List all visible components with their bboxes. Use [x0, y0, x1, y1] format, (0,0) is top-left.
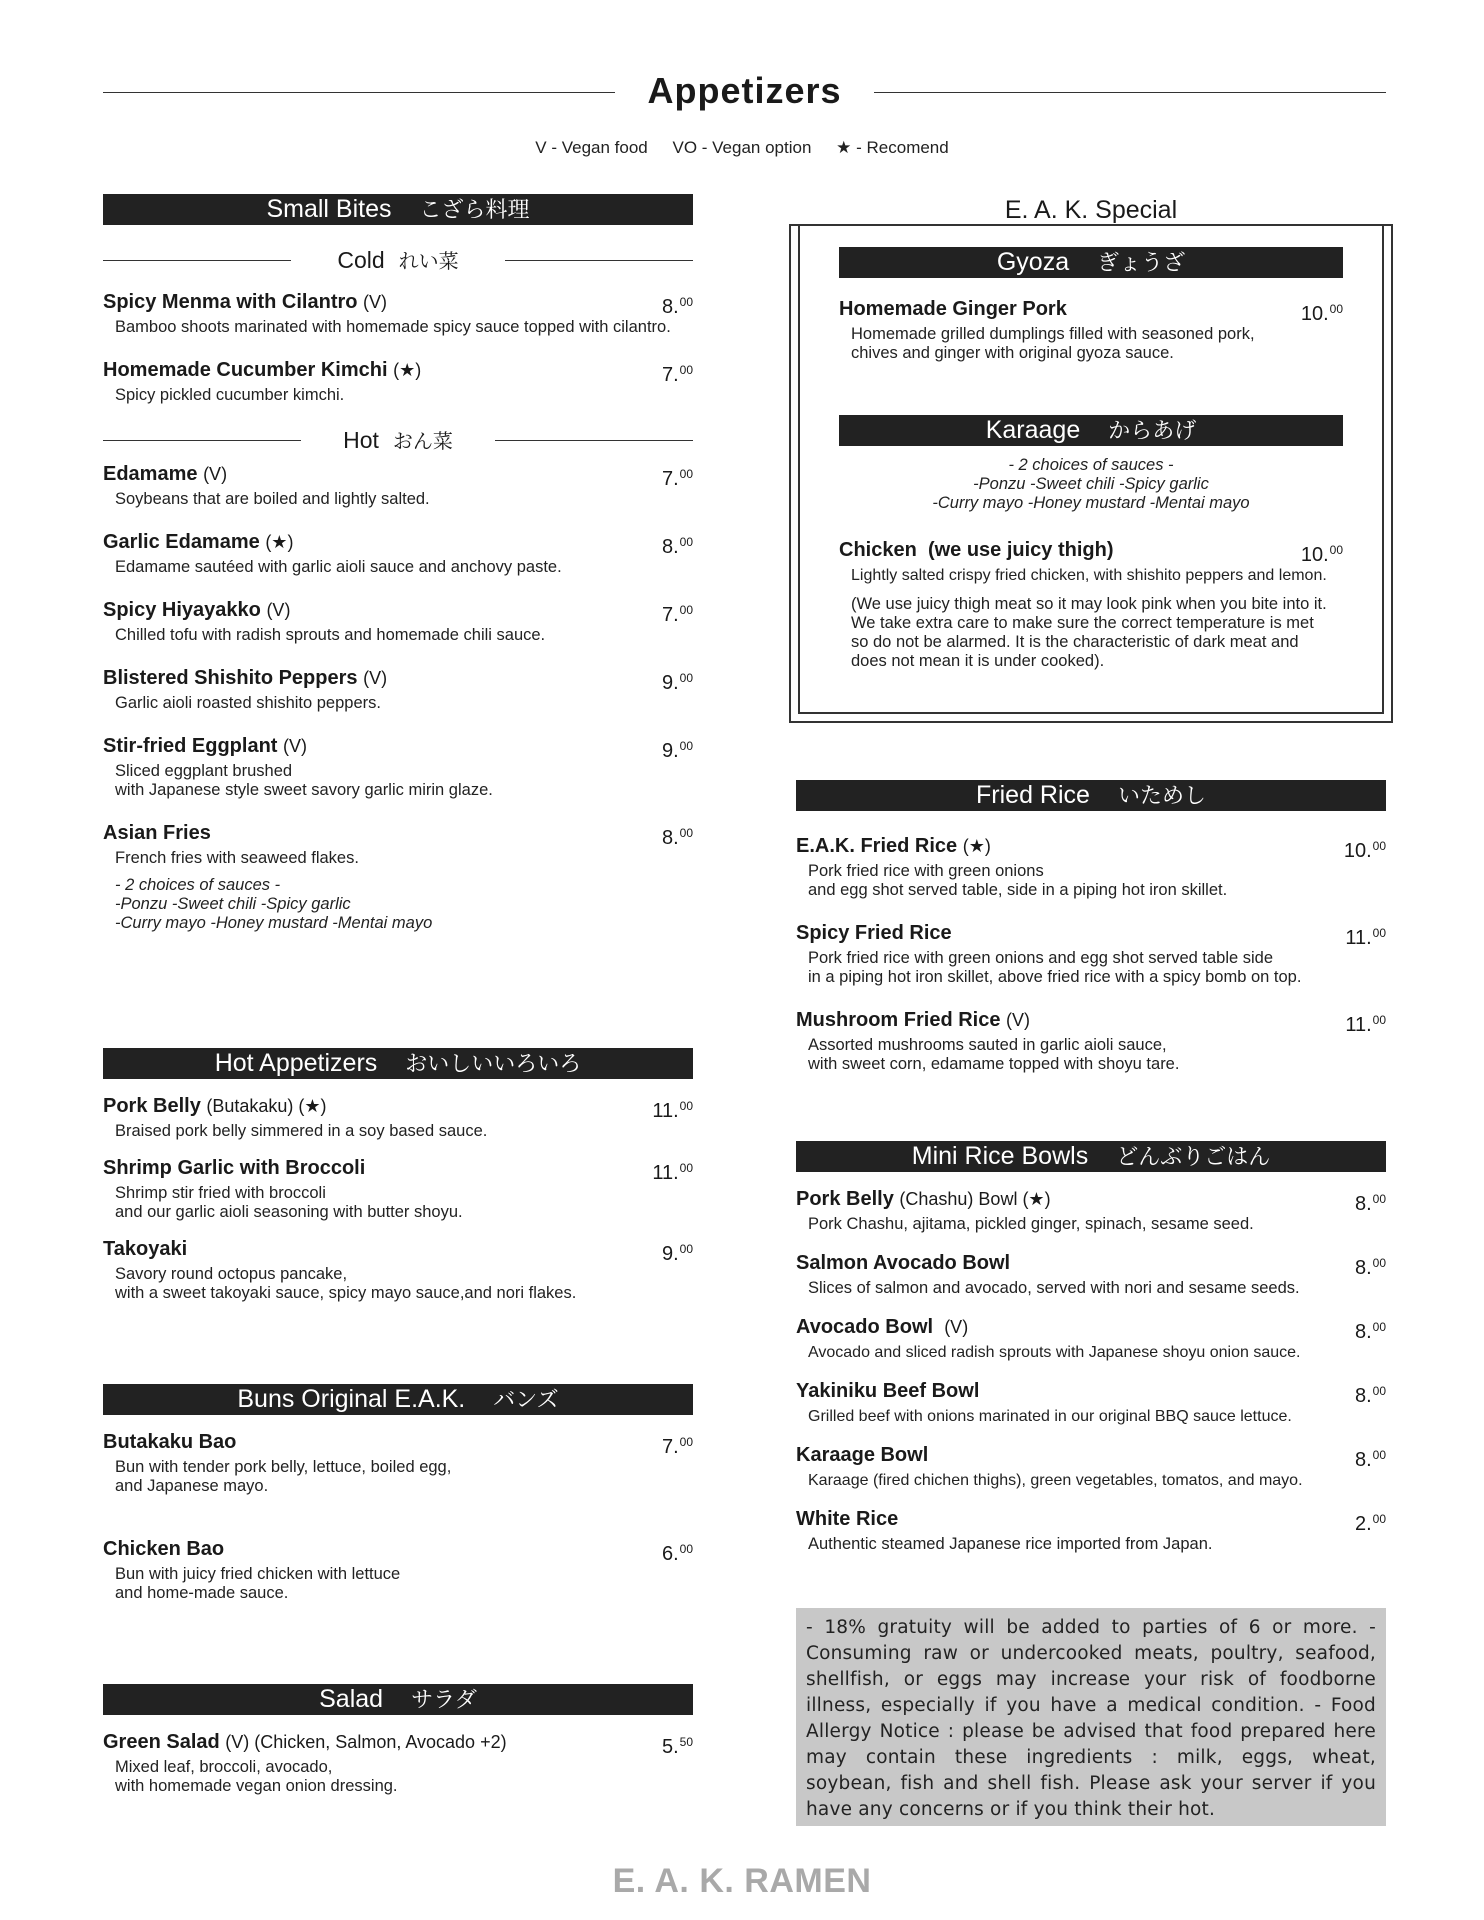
price: 10.00 — [1343, 839, 1386, 862]
menu-item: Spicy Fried Rice 11.00 Pork fried rice with green onions and egg shot served table side in a piping hot iron skillet, above fried rice with a spicy bomb on top. — [796, 922, 1386, 986]
section-fried-rice — [796, 780, 1386, 1094]
menu-item: Spicy Hiyayakko (V) 7.00 Chilled tofu with radish sprouts and homemade chili sauce. — [103, 599, 693, 644]
price: 11.00 — [652, 1099, 693, 1122]
eak-special-title: E. A. K. Special — [789, 194, 1393, 226]
price: 8.00 — [1354, 1448, 1386, 1471]
price: 8.00 — [1354, 1384, 1386, 1407]
menu-item: Homemade Ginger Pork 10.00 Homemade grilled dumplings filled with seasoned pork, chives and ginger with original gyoza sauce. — [839, 298, 1343, 362]
menu-item: Garlic Edamame (★) 8.00 Edamame sautéed with garlic aioli sauce and anchovy paste. — [103, 531, 693, 576]
section-header: Mini Rice Bowls どんぶりごはん — [796, 1141, 1386, 1172]
price: 10.00 — [1300, 543, 1343, 566]
menu-item: Chicken (we use juicy thigh) 10.00 Lightly salted crispy fried chicken, with shishito peppers and lemon. (We use juicy thigh meat so it may look pink when you bite into it. We take extra care to make sure the correct temperature is met so do not be alarmed. It is the characteristic of dark meat and does not mean it is under cooked). — [839, 539, 1343, 670]
menu-item: Mushroom Fried Rice (V) 11.00 Assorted mushrooms sauted in garlic aioli sauce, with sweet corn, edamame topped with shoyu tare. — [796, 1009, 1386, 1073]
section-header: Hot Appetizers おいしいいろいろ — [103, 1048, 693, 1079]
legend-vegan: V - Vegan food — [535, 138, 648, 157]
section-hot-appetizers — [103, 1048, 693, 1323]
price: 7.00 — [661, 467, 693, 490]
page-title: Appetizers — [103, 70, 1386, 112]
eak-special-box — [789, 194, 1393, 723]
karaage-header: Karaage からあげ — [839, 415, 1343, 446]
menu-item: Pork Belly (Chashu) Bowl (★) 8.00 Pork Chashu, ajitama, pickled ginger, spinach, sesame seed. — [796, 1188, 1386, 1233]
section-salad — [103, 1684, 693, 1816]
menu-item: Homemade Cucumber Kimchi (★) 7.00 Spicy pickled cucumber kimchi. — [103, 359, 693, 404]
price: 8.00 — [1354, 1320, 1386, 1343]
menu-item: Yakiniku Beef Bowl 8.00 Grilled beef with onions marinated in our original BBQ sauce lettuce. — [796, 1380, 1386, 1425]
menu-item: Avocado Bowl (V) 8.00 Avocado and sliced radish sprouts with Japanese shoyu onion sauce. — [796, 1316, 1386, 1361]
price: 5.50 — [661, 1735, 693, 1758]
price: 8.00 — [1354, 1256, 1386, 1279]
menu-item: Blistered Shishito Peppers (V) 9.00 Garlic aioli roasted shishito peppers. — [103, 667, 693, 712]
price: 7.00 — [661, 363, 693, 386]
menu-item: Pork Belly (Butakaku) (★) 11.00 Braised pork belly simmered in a soy based sauce. — [103, 1095, 693, 1140]
menu-item: Spicy Menma with Cilantro (V) 8.00 Bamboo shoots marinated with homemade spicy sauce topped with cilantro. — [103, 291, 693, 336]
price: 10.00 — [1300, 302, 1343, 325]
price: 9.00 — [661, 671, 693, 694]
section-header: Small Bites こざら料理 — [103, 194, 693, 225]
price: 6.00 — [661, 1542, 693, 1565]
footer-logo: E. A. K. RAMEN — [612, 1862, 872, 1900]
section-buns — [103, 1384, 693, 1623]
sauce-choices: - 2 choices of sauces - -Ponzu -Sweet chili -Spicy garlic -Curry mayo -Honey mustard -Mentai mayo — [932, 456, 1250, 512]
menu-item: Shrimp Garlic with Broccoli 11.00 Shrimp stir fried with broccoli and our garlic aioli seasoning with butter shoyu. — [103, 1157, 693, 1221]
price: 8.00 — [661, 295, 693, 318]
price: 11.00 — [1345, 926, 1386, 949]
price: 7.00 — [661, 603, 693, 626]
price: 8.00 — [661, 535, 693, 558]
menu-item: White Rice 2.00 Authentic steamed Japanese rice imported from Japan. — [796, 1508, 1386, 1553]
price: 7.00 — [661, 1435, 693, 1458]
legend-recommend: ★ - Recomend — [836, 138, 949, 157]
price: 11.00 — [1345, 1013, 1386, 1036]
menu-item: Karaage Bowl 8.00 Karaage (fired chichen thighs), green vegetables, tomatos, and mayo. — [796, 1444, 1386, 1489]
section-small-bites — [103, 194, 693, 953]
menu-item: Butakaku Bao 7.00 Bun with tender pork belly, lettuce, boiled egg, and Japanese mayo. — [103, 1431, 693, 1495]
legend — [0, 138, 1484, 158]
price: 2.00 — [1354, 1512, 1386, 1535]
menu-item: Takoyaki 9.00 Savory round octopus pancake, with a sweet takoyaki sauce, spicy mayo sauce,and nori flakes. — [103, 1238, 693, 1302]
sauce-choices: - 2 choices of sauces - -Ponzu -Sweet chili -Spicy garlic -Curry mayo -Honey mustard -Mentai mayo — [115, 876, 433, 932]
section-header: Salad サラダ — [103, 1684, 693, 1715]
menu-item: E.A.K. Fried Rice (★) 10.00 Pork fried rice with green onions and egg shot served table, side in a piping hot iron skillet. — [796, 835, 1386, 899]
page-header — [103, 70, 1386, 114]
price: 9.00 — [661, 1242, 693, 1265]
menu-item: Salmon Avocado Bowl 8.00 Slices of salmon and avocado, served with nori and sesame seeds. — [796, 1252, 1386, 1297]
menu-item: Green Salad (V) (Chicken, Salmon, Avocado +2) 5.50 Mixed leaf, broccoli, avocado, with homemade vegan onion dressing. — [103, 1731, 693, 1795]
menu-item: Chicken Bao 6.00 Bun with juicy fried chicken with lettuce and home-made sauce. — [103, 1538, 693, 1602]
menu-item: Asian Fries 8.00 French fries with seaweed flakes. - 2 choices of sauces - -Ponzu -Sweet chili -Spicy garlic -Curry mayo -Honey mustard -Mentai mayo — [103, 822, 693, 932]
menu-item: Edamame (V) 7.00 Soybeans that are boiled and lightly salted. — [103, 463, 693, 508]
legend-vegan-option: VO - Vegan option — [672, 138, 812, 157]
price: 8.00 — [1354, 1192, 1386, 1215]
subhead-cold: Cold れい菜 — [103, 245, 693, 275]
gyoza-header: Gyoza ぎょうざ — [839, 247, 1343, 278]
section-header: Buns Original E.A.K. バンズ — [103, 1384, 693, 1415]
section-header: Fried Rice いためし — [796, 780, 1386, 811]
price: 11.00 — [652, 1161, 693, 1184]
price: 8.00 — [661, 826, 693, 849]
price: 9.00 — [661, 739, 693, 762]
chicken-note: (We use juicy thigh meat so it may look pink when you bite into it. We take extra care to make sure the correct temperature is met so do not be alarmed. It is the characteristic of dark meat and does not mean it is under cooked). — [851, 595, 1327, 670]
subhead-hot: Hot おん菜 — [103, 425, 693, 455]
gratuity-allergy-notice: - 18% gratuity will be added to parties of 6 or more. - Consuming raw or undercooked meats, poultry, seafood, shellfish, or eggs may increase your risk of foodborne illness, especially if you have a medical condition. - Food Allergy Notice : please be advised that food prepared here may contain these ingredients : milk, eggs, wheat, soybean, fish and shell fish. Please ask your server if you have any concerns or if you think their hot. — [796, 1608, 1386, 1826]
menu-item: Stir-fried Eggplant (V) 9.00 Sliced eggplant brushed with Japanese style sweet savory garlic mirin glaze. — [103, 735, 693, 799]
section-rice-bowls — [796, 1141, 1386, 1554]
